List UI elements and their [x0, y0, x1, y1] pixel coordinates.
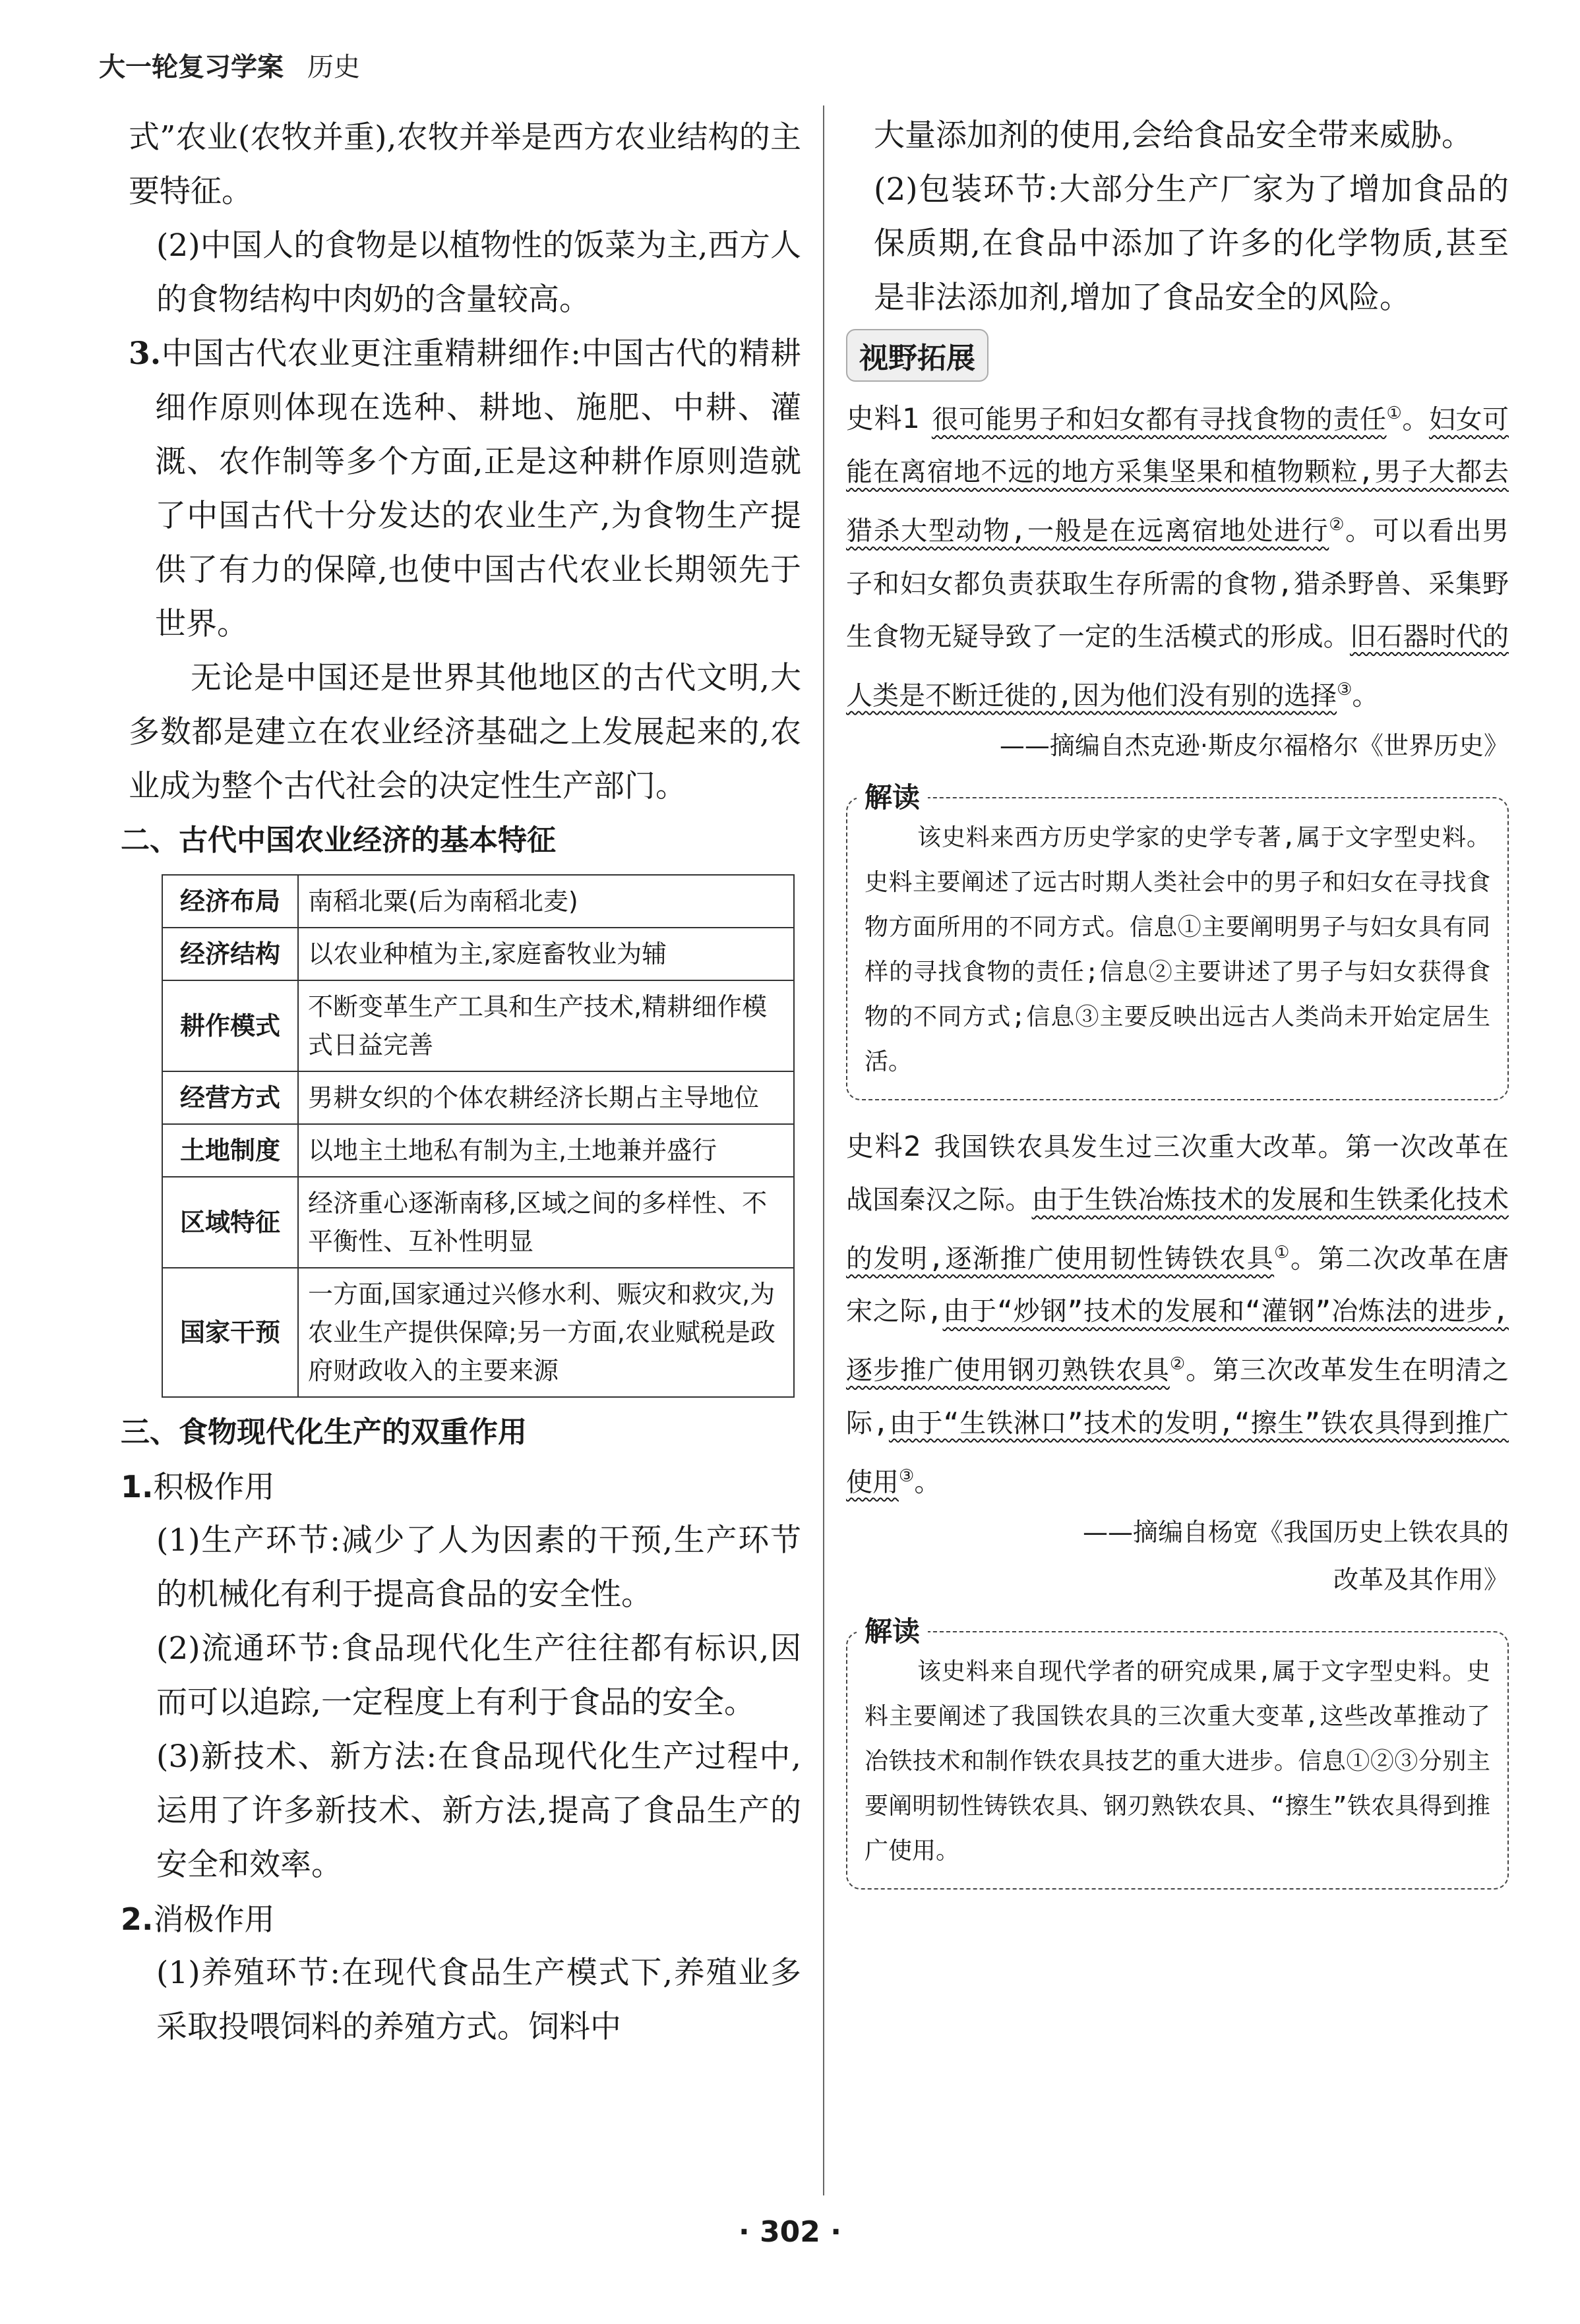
source-1: 史料1 很可能男子和妇女都有寻找食物的责任①。妇女可能在离宿地不远的地方采集坚果和植物颗粒,男子大都去猎杀大型动物,一般是在远离宿地处进行②。可以看出男子和妇女都负责获取生存所需的食物,猎杀野兽、采集野生食物无疑导致了一定的生活模式的形成。旧石器时代的人类是不断迁徙的,因为他们没有别的选择③。 — [846, 402, 1509, 711]
paragraph-summary: 无论是中国还是世界其他地区的古代文明,大多数都是建立在农业经济基础之上发展起来的,农业成为整个古代社会的决定性生产部门。 — [129, 660, 801, 804]
table-key: 经营方式 — [162, 1071, 298, 1124]
page-number: · 302 · — [739, 2215, 841, 2249]
interpretation-title: 解读 — [857, 1610, 928, 1650]
table-value: 一方面,国家通过兴修水利、赈灾和救灾,为农业生产提供保障;另一方面,农业赋税是政府财政收入的主要来源 — [298, 1268, 794, 1397]
interpretation-box-1 — [846, 781, 1509, 1100]
table-key: 区域特征 — [162, 1177, 298, 1268]
source-label: 史料1 — [846, 402, 920, 435]
table-value: 南稻北粟(后为南稻北麦) — [298, 875, 794, 928]
table-row — [162, 1124, 794, 1177]
table-value: 以农业种植为主,家庭畜牧业为辅 — [298, 928, 794, 980]
table-row — [162, 1268, 794, 1397]
table-row — [162, 1177, 794, 1268]
section-heading-2: 二、古代中国农业经济的基本特征 — [121, 823, 556, 857]
item-circulation: (2)流通环节:食品现代化生产往往都有标识,因而可以追踪,一定程度上有利于食品的安全。 — [156, 1630, 801, 1721]
table-value: 以地主土地私有制为主,土地兼并盛行 — [298, 1124, 794, 1177]
table-key: 耕作模式 — [162, 980, 298, 1071]
table-row — [162, 875, 794, 928]
paragraph-intensive-farming: 3.中国古代农业更注重精耕细作:中国古代的精耕细作原则体现在选种、耕地、施肥、中耕、灌溉、农作制等多个方面,正是这种耕作原则造就了中国古代十分发达的农业生产,为食物生产提供了有力的保障,也使中国古代农业长期领先于世界。 — [129, 336, 801, 642]
interpretation-box-2 — [846, 1615, 1509, 1890]
source-2-citation-line2: 改革及其作用》 — [1333, 1564, 1509, 1594]
left-column — [121, 111, 801, 2054]
table-key: 国家干预 — [162, 1268, 298, 1397]
item-production: (1)生产环节:减少了人为因素的干预,生产环节的机械化有利于提高食品的安全性。 — [156, 1522, 801, 1613]
paragraph-continuation: 式”农业(农牧并重),农牧并举是西方农业结构的主要特征。 — [129, 119, 801, 210]
source-2: 史料2 我国铁农具发生过三次重大改革。第一次改革在战国秦汉之际。由于生铁冶炼技术的发展和生铁柔化技术的发明,逐渐推广使用韧性铸铁农具①。第二次改革在唐宋之际,由于“炒钢”技术的发展和“灌钢”冶炼法的进步,逐步推广使用钢刃熟铁农具②。第三次改革发生在明清之际,由于“生铁淋口”技术的发明,“擦生”铁农具得到推广使用③。 — [846, 1129, 1509, 1497]
item-new-tech: (3)新技术、新方法:在食品现代化生产过程中,运用了许多新技术、新方法,提高了食品生产的安全和效率。 — [156, 1739, 801, 1883]
table-row — [162, 980, 794, 1071]
running-header — [99, 46, 360, 84]
interpretation-text: 该史料来自现代学者的研究成果,属于文字型史料。史料主要阐述了我国铁农具的三次重大变革,这些改革推动了冶铁技术和制作铁农具技艺的重大进步。信息①②③分别主要阐明韧性铸铁农具、钢刃熟铁农具、“擦生”铁农具得到推广使用。 — [865, 1657, 1490, 1864]
source-2-citation-line1: ——摘编自杨宽《我国历史上铁农具的 — [1082, 1517, 1509, 1547]
table-key: 土地制度 — [162, 1124, 298, 1177]
section-heading-3: 三、食物现代化生产的双重作用 — [121, 1415, 527, 1449]
subheading-negative: 2.消极作用 — [121, 1901, 275, 1937]
features-table — [162, 874, 795, 1398]
subject-label: 历史 — [307, 52, 360, 82]
table-value: 不断变革生产工具和生产技术,精耕细作模式日益完善 — [298, 980, 794, 1071]
item-number: 3. — [129, 336, 162, 372]
interpretation-text: 该史料来西方历史学家的史学专著,属于文字型史料。史料主要阐述了远古时期人类社会中的男子和妇女在寻找食物方面所用的不同方式。信息①主要阐明男子与妇女具有同样的寻找食物的责任;信息②主要讲述了男子与妇女获得食物的不同方式;信息③主要反映出远古人类尚未开始定居生活。 — [865, 823, 1490, 1075]
interpretation-title: 解读 — [857, 776, 928, 816]
table-value: 男耕女织的个体农耕经济长期占主导地位 — [298, 1071, 794, 1124]
table-key: 经济结构 — [162, 928, 298, 980]
paragraph-additives: 大量添加剂的使用,会给食品安全带来威胁。 — [874, 117, 1473, 154]
table-value: 经济重心逐渐南移,区域之间的多样性、不平衡性、互补性明显 — [298, 1177, 794, 1268]
book-title: 大一轮复习学案 — [99, 52, 284, 82]
vision-expansion-tag: 视野拓展 — [846, 329, 988, 382]
source-1-citation: ——摘编自杰克逊·斯皮尔福格尔《世界历史》 — [999, 730, 1509, 760]
source-label: 史料2 — [846, 1129, 921, 1162]
subheading-positive: 1.积极作用 — [121, 1469, 275, 1505]
table-row — [162, 1071, 794, 1124]
paragraph-food-structure: (2)中国人的食物是以植物性的饭菜为主,西方人的食物结构中肉奶的含量较高。 — [156, 227, 801, 318]
column-divider — [823, 105, 824, 2195]
item-breeding: (1)养殖环节:在现代食品生产模式下,养殖业多采取投喂饲料的养殖方式。饲料中 — [156, 1955, 801, 2045]
table-key: 经济布局 — [162, 875, 298, 928]
right-column — [846, 109, 1509, 1909]
table-row — [162, 928, 794, 980]
item-packaging: (2)包装环节:大部分生产厂家为了增加食品的保质期,在食品中添加了许多的化学物质,甚至是非法添加剂,增加了食品安全的风险。 — [874, 171, 1509, 316]
